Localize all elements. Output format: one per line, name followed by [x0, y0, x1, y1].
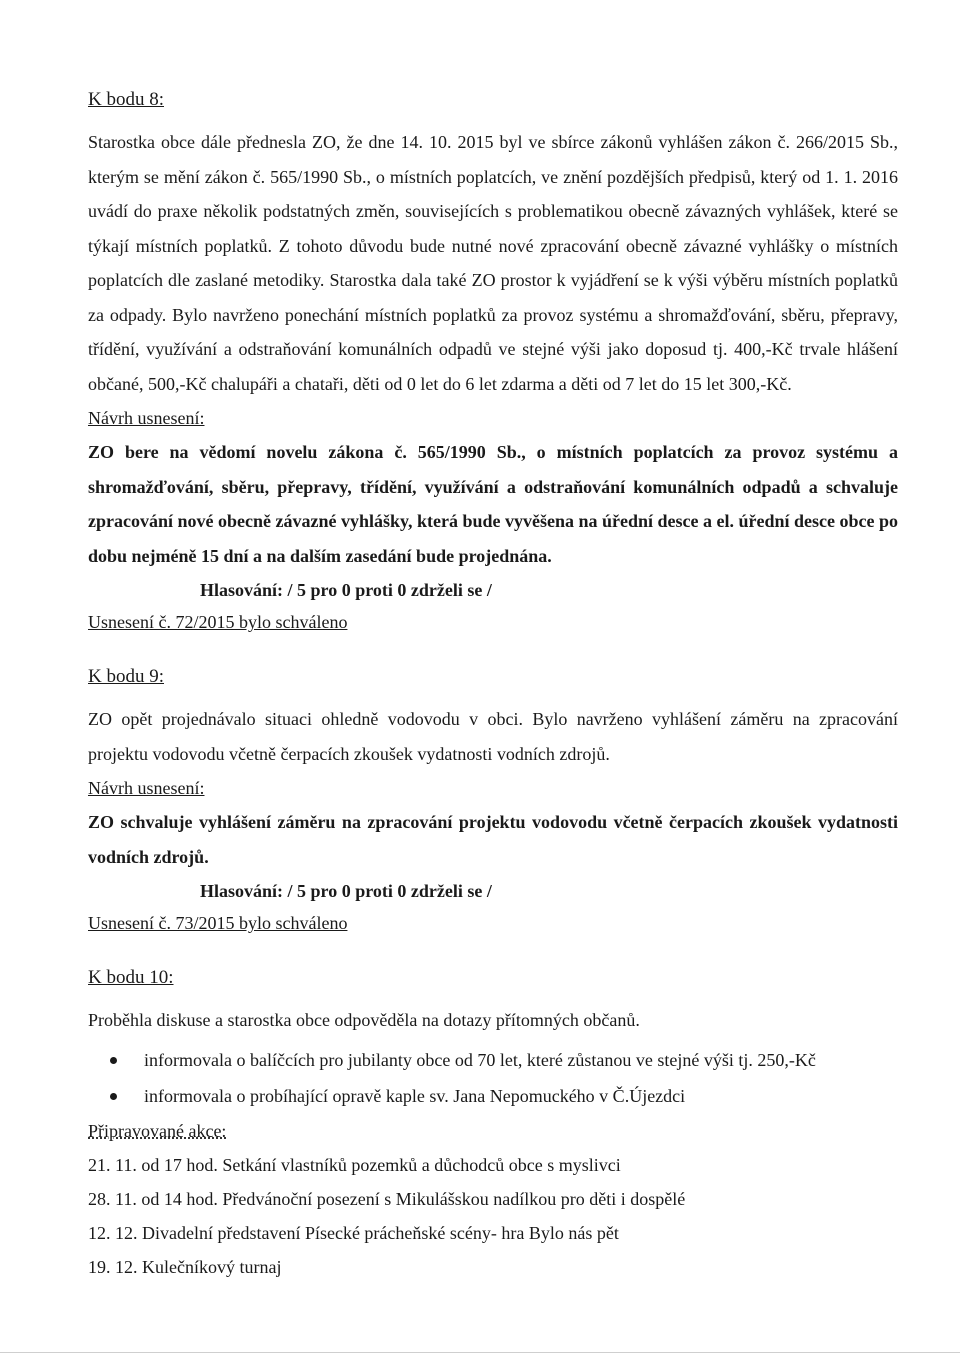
list-item: 12. 12. Divadelní představení Písecké prácheňské scény- hra Bylo nás pět [88, 1222, 619, 1243]
list-item: 21. 11. od 17 hod. Setkání vlastníků pozemků a důchodců obce s myslivci [88, 1154, 621, 1175]
resolution-status: Usnesení č. 73/2015 bylo schváleno [88, 913, 348, 933]
list-item: informovala o balíčcích pro jubilanty obce od 70 let, které zůstanou ve stejné výši tj. 250,-Kč [88, 1042, 898, 1078]
list-item: informovala o probíhající opravě kaple sv. Jana Nepomuckého v Č.Újezdci [88, 1078, 898, 1114]
bullet-icon [110, 1057, 117, 1064]
proposal-label: Návrh usnesení: [88, 778, 205, 798]
section-bod-8 [88, 86, 898, 637]
events-list [88, 1148, 898, 1284]
section-paragraph: Proběhla diskuse a starostka obce odpověděla na dotazy přítomných občanů. [88, 1010, 640, 1030]
vote-result: Hlasování: / 5 pro 0 proti 0 zdrželi se / [200, 881, 492, 901]
section-bod-9 [88, 663, 898, 938]
section-paragraph: Starostka obce dále přednesla ZO, že dne 14. 10. 2015 byl ve sbírce zákonů vyhlášen zákon č. 266/2015 Sb., kterým se mění zákon č. 565/1990 Sb., o místních poplatcích, ve znění pozdějších předpisů, který od 1. 1. 2016 uvádí do praxe několik podstatných změn, souvisejících s problematikou obecně závazných vyhlášek, které se týkají místních poplatků. Z tohoto důvodu bude nutné nové zpracování obecně závazné vyhlášky o místních poplatcích dle zaslané metodiky. Starostka dala také ZO prostor k vyjádření se k výši výběru místních poplatků za odpady. Bylo navrženo ponechání místních poplatků za provoz systému a shromažďování, sběru, přepravy, třídění, využívání a odstraňování komunálních odpadů ve stejné výši jako doposud tj. 400,-Kč trvale hlášení občané, 500,-Kč chalupáři a chataři, děti od 0 let do 6 let zdarma a děti od 7 let do 15 let 300,-Kč. [88, 132, 898, 394]
vote-result: Hlasování: / 5 pro 0 proti 0 zdrželi se / [200, 580, 492, 600]
proposal-label: Návrh usnesení: [88, 408, 205, 428]
bullet-icon [110, 1093, 117, 1100]
section-paragraph: ZO opět projednávalo situaci ohledně vodovodu v obci. Bylo navrženo vyhlášení záměru na zpracování projektu vodovodu včetně čerpacích zkoušek vydatnosti vodních zdrojů. [88, 709, 898, 764]
section-heading: K bodu 9: [88, 666, 164, 687]
section-heading: K bodu 8: [88, 89, 164, 110]
info-bullet-list [88, 1042, 898, 1114]
proposal-text: ZO bere na vědomí novelu zákona č. 565/1990 Sb., o místních poplatcích za provoz systému a shromažďování, sběru, přepravy, třídění, využívání a odstraňování komunálních odpadů a schvaluje zpracování nové obecně závazné vyhlášky, která bude vyvěšena na úřední desce a el. úřední desce obce po dobu nejméně 15 dní a na dalším zasedání bude projednána. [88, 442, 898, 566]
list-item: 28. 11. od 14 hod. Předvánoční posezení s Mikulášskou nadílkou pro děti i dospělé [88, 1188, 686, 1209]
document-content [88, 86, 898, 1284]
page-edge-line [0, 1352, 960, 1353]
section-bod-10 [88, 964, 898, 1284]
section-heading: K bodu 10: [88, 967, 174, 988]
proposal-text: ZO schvaluje vyhlášení záměru na zpracování projektu vodovodu včetně čerpacích zkoušek vydatnosti vodních zdrojů. [88, 812, 898, 867]
list-item: 19. 12. Kulečníkový turnaj [88, 1256, 282, 1277]
events-label: Připravované akce: [88, 1120, 227, 1141]
resolution-status: Usnesení č. 72/2015 bylo schváleno [88, 612, 348, 632]
